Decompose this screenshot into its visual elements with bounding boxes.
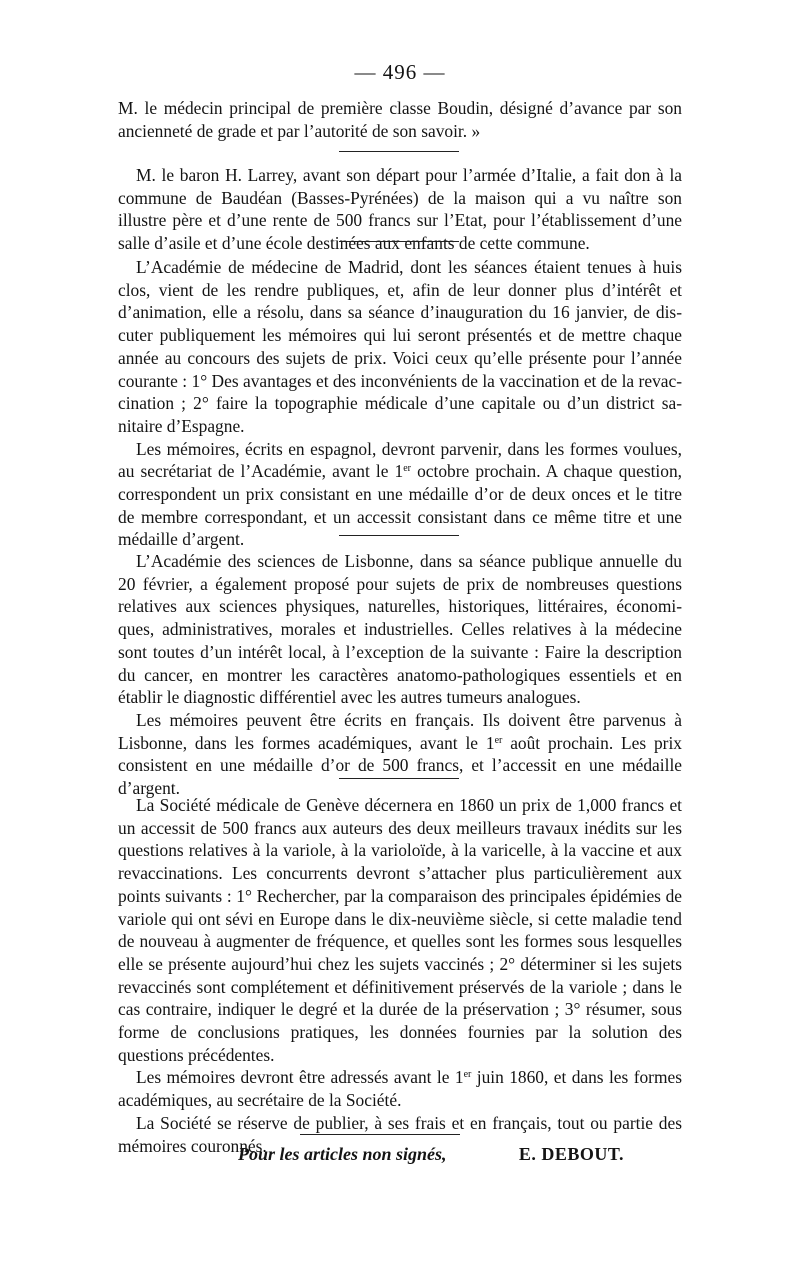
section-5 <box>118 794 682 1157</box>
separator-rule <box>339 778 459 779</box>
signature-author: E. DEBOUT. <box>518 1144 624 1164</box>
separator-rule <box>339 151 459 152</box>
paragraph: M. le médecin principal de première classe Boudin, désigné d’avance par son ancienneté de grade et par l’autorité de son savoir. » <box>118 98 682 141</box>
section-1 <box>118 97 682 142</box>
paragraph: L’Académie de médecine de Madrid, dont les séances étaient tenues à huis clos, vient de les rendre publiques, et, afin de leur donner plus d’intérêt et d’animation, elle a résolu, dans sa séance d’inauguration du 16 janvier, de discuter publiquement les mémoires qui lui seront présentés et de mettre chaque année au concours des sujets de prix. Voici ceux qu’elle présente pour l’année courante : 1° Des avantages et des inconvénients de la vaccination et de la revaccination ; 2° faire la topographie médicale d’une capitale ou d’un district sanitaire d’Espagne. <box>118 257 682 436</box>
section-3 <box>118 256 682 551</box>
paragraph: La Société médicale de Genève décernera en 1860 un prix de 1,000 francs et un accessit de 500 francs aux auteurs des deux meilleurs travaux inédits sur les questions relatives à la variole, à la varioloïde, à la varicelle, à la vaccine et aux revaccinations. Les concurrents devront s’attacher plus particulièrement aux points suivants : 1° Rechercher, par la comparaison des principales épidémies de variole qui ont sévi en Europe dans le dix-neuvième siècle, si cette maladie tend de nouveau à augmenter de fréquence, et quelles sont les formes sous lesquelles elle se présente aujourd’hui chez les sujets vaccinés ; 2° déterminer si les sujets revaccinés sont complétement et définitivement préservés de la variole ; dans le cas contraire, indiquer le degré et la durée de la préservation ; 3° résumer, sous forme de conclusions pratiques, les données fournies par la solution des questions précédentes. <box>118 795 682 1065</box>
paragraph: Les mémoires devront être adressés avant le 1er juin 1860, et dans les formes académiques, au secrétaire de la Société. <box>118 1067 682 1111</box>
paragraph: L’Académie des sciences de Lisbonne, dans sa séance publique annuelle du 20 février, a également proposé pour sujets de prix de nombreuses questions relatives aux sciences physiques, naturelles, historiques, littéraires, économiques, administratives, morales et industrielles. Celles relatives à la médecine sont toutes d’un intérêt local, à l’exception de la suivante : Faire la description du cancer, en montrer les caractères anatomo-pathologiques essentiels et en établir le diagnostic différentiel avec les autres tumeurs analogues. <box>118 551 682 708</box>
separator-rule <box>339 535 459 536</box>
section-4 <box>118 550 682 800</box>
page-number: — 496 — <box>354 60 446 84</box>
paragraph: M. le baron H. Larrey, avant son départ pour l’armée d’Italie, a fait don à la commune de Baudéan (Basses-Pyrénées) de la maison qui a vu naître son illustre père et d’une rente de 500 francs sur l’Etat, pour l’établissement d’une salle d’asile et d’une école destinées aux enfants de cette commune. <box>118 165 682 254</box>
paragraph: Les mémoires peuvent être écrits en français. Ils doivent être parvenus à Lisbonne, dans les formes académiques, avant le 1er août prochain. Les prix consistent en une médaille d’or de 500 francs, et l’accessit en une médaille d’argent. <box>118 709 682 799</box>
paragraph: La Société se réserve de publier, à ses frais et en français, tout ou partie des mémoires couronnés. <box>118 1112 682 1156</box>
signature-prefix: Pour les articles non signés, <box>238 1144 447 1164</box>
separator-rule <box>339 241 459 242</box>
paragraph: Les mémoires, écrits en espagnol, devront parvenir, dans les formes voulues, au secrétariat de l’Académie, avant le 1er octobre prochain. A chaque question, correspondent un prix consistant en une médaille d’or de deux onces et le titre de membre correspondant, et un accessit consistant dans ce même titre et une médaille d’argent. <box>118 438 682 550</box>
separator-rule <box>300 1134 460 1135</box>
